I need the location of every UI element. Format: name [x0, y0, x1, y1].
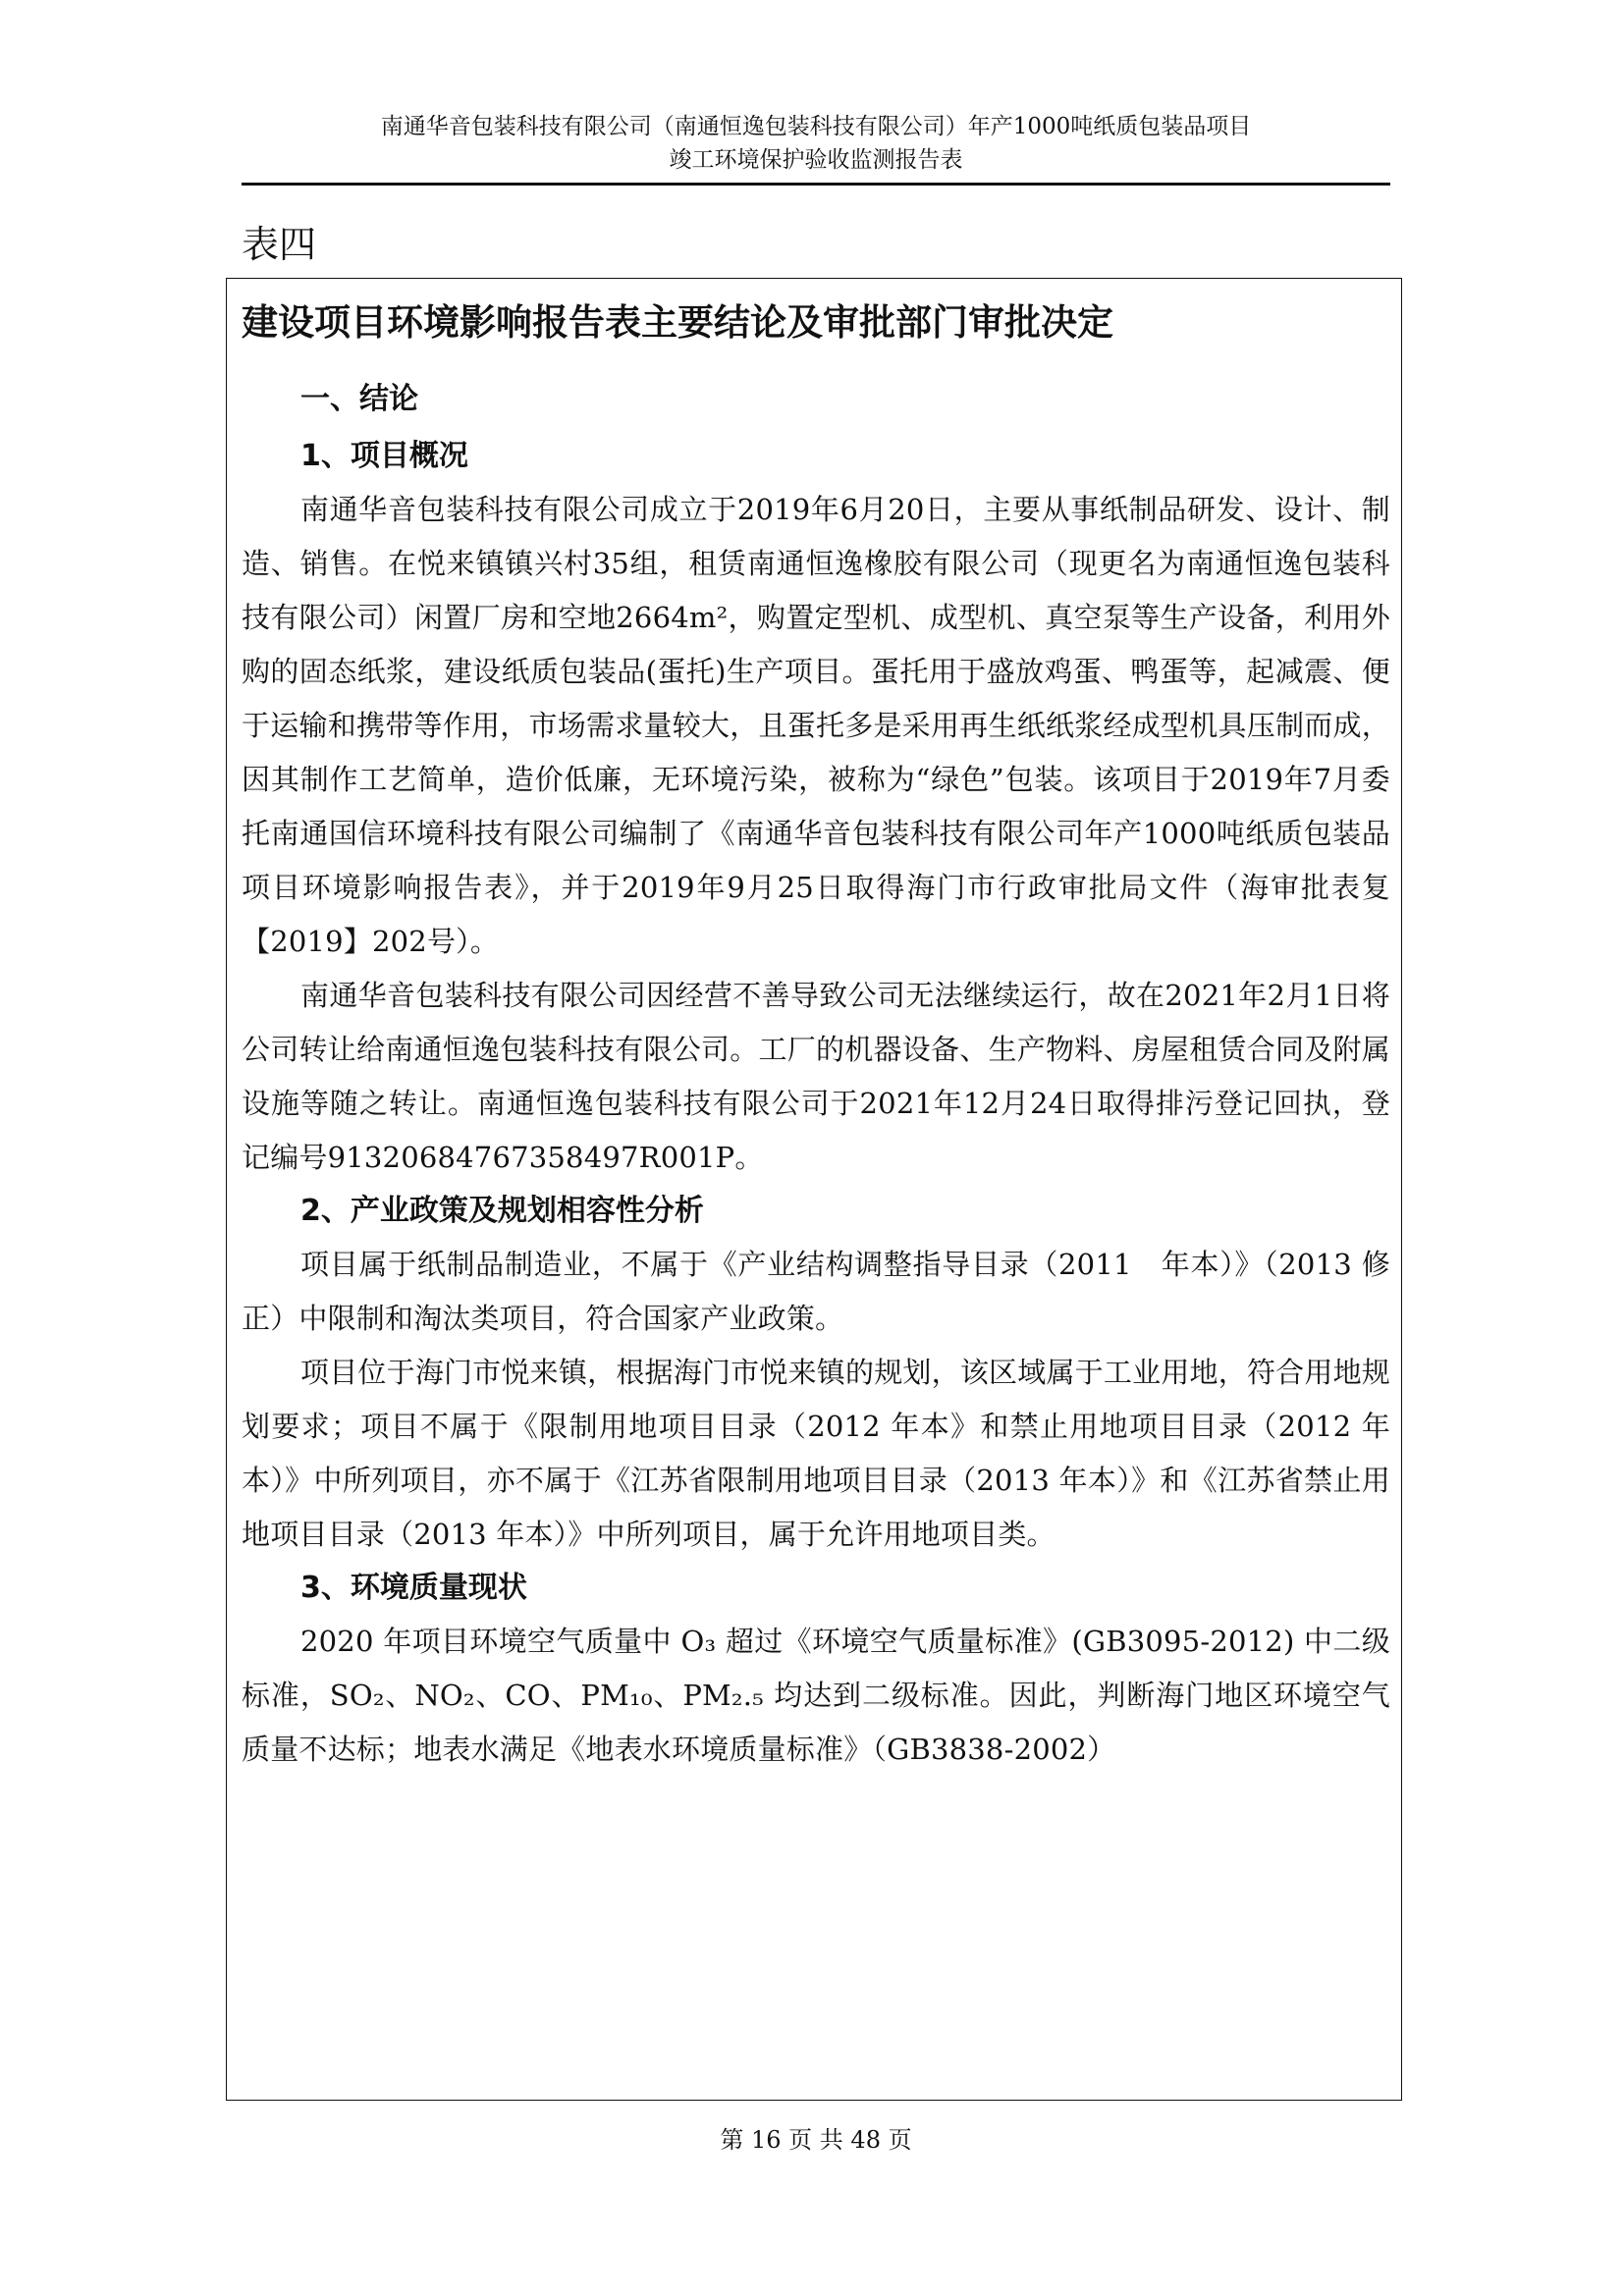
heading-environment-quality: 3、环境质量现状	[300, 1571, 527, 1605]
paragraph-industrial-policy: 项目属于纸制品制造业，不属于《产业结构调整指导目录（2011 年本）》（2013 修正）中限制和淘汰类项目，符合国家产业政策。	[242, 1248, 1390, 1335]
header-divider	[242, 183, 1390, 186]
paragraph-land-use: 项目位于海门市悦来镇，根据海门市悦来镇的规划，该区域属于工业用地，符合用地规划要求；项目不属于《限制用地项目目录（2012 年本》和禁止用地项目目录（2012 年本）》中所列项目，亦不属于《江苏省限制用地项目目录（2013 年本）》和《江苏省禁止用地项目目录（2013 年本）》中所列项目，属于允许用地项目类。	[242, 1356, 1390, 1551]
heading-project-overview: 1、项目概况	[300, 439, 468, 473]
heading-industrial-policy: 2、产业政策及规划相容性分析	[300, 1194, 704, 1228]
paragraph-project-overview: 南通华音包装科技有限公司成立于2019年6月20日，主要从事纸制品研发、设计、制造、销售。在悦来镇镇兴村35组，租赁南通恒逸橡胶有限公司（现更名为南通恒逸包装科技有限公司）闲置厂房和空地2664m²，购置定型机、成型机、真空泵等生产设备，利用外购的固态纸浆，建设纸质包装品(蛋托)生产项目。蛋托用于盛放鸡蛋、鸭蛋等，起减震、便于运输和携带等作用，市场需求量较大，且蛋托多是采用再生纸纸浆经成型机具压制而成，因其制作工艺简单，造价低廉，无环境污染，被称为“绿色”包装。该项目于2019年7月委托南通国信环境科技有限公司编制了《南通华音包装科技有限公司年产1000吨纸质包装品项目环境影响报告表》，并于2019年9月25日取得海门市行政审批局文件（海审批表复【2019】202号）。	[242, 493, 1390, 958]
heading-conclusion: 一、结论	[300, 382, 418, 416]
section-title: 表四	[242, 223, 317, 266]
page-header	[242, 110, 1390, 177]
header-line-1: 南通华音包装科技有限公司（南通恒逸包装科技有限公司）年产1000吨纸质包装品项目	[380, 114, 1252, 139]
document-body	[242, 373, 1390, 1777]
header-line-2: 竣工环境保护验收监测报告表	[669, 147, 963, 173]
paragraph-environment-quality: 2020 年项目环境空气质量中 O₃ 超过《环境空气质量标准》(GB3095-2012) 中二级标准，SO₂、NO₂、CO、PM₁₀、PM₂.₅ 均达到二级标准。因此，判断海门地区环境空气质量不达标；地表水满足《地表水环境质量标准》（GB3838-2002）	[242, 1625, 1390, 1766]
table-title: 建设项目环境影响报告表主要结论及审批部门审批决定	[242, 301, 1113, 344]
page-number: 第 16 页 共 48 页	[720, 2126, 912, 2154]
paragraph-company-transfer: 南通华音包装科技有限公司因经营不善导致公司无法继续运行，故在2021年2月1日将公司转让给南通恒逸包装科技有限公司。工厂的机器设备、生产物料、房屋租赁合同及附属设施等随之转让。南通恒逸包装科技有限公司于2021年12月24日取得排污登记回执，登记编号91320684767358497R001P。	[242, 979, 1390, 1174]
